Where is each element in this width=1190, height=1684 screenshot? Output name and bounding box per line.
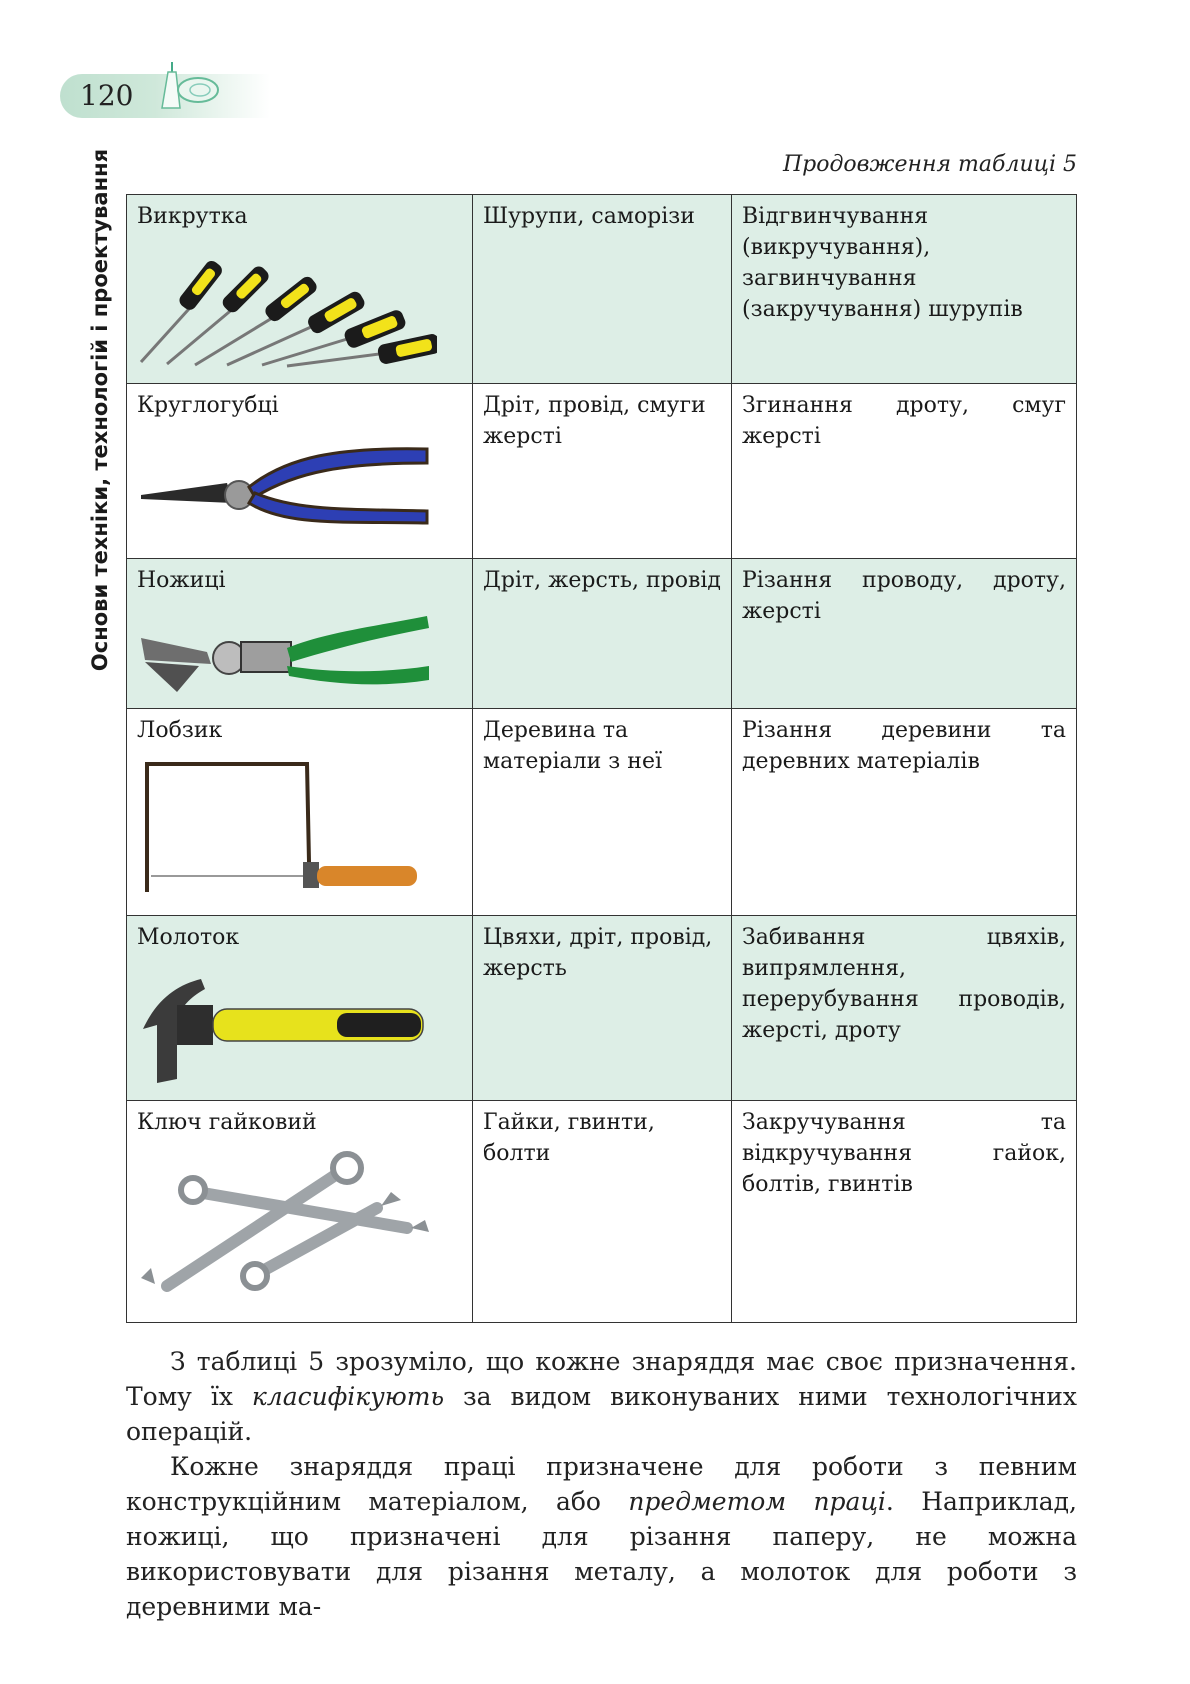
operation-cell: Різання проводу, дроту, жерсті xyxy=(732,559,1077,709)
table-row xyxy=(127,384,1077,559)
paragraph-text: З таблиці 5 зрозуміло, що кожне знаряддя має своє призначення. Тому їх xyxy=(126,1347,1077,1411)
emphasized-term: предметом праці xyxy=(628,1487,886,1516)
tool-name: Молоток xyxy=(137,925,240,950)
paragraph xyxy=(126,1449,1077,1624)
tool-name: Викрутка xyxy=(137,204,248,229)
round-pliers-image xyxy=(137,427,437,537)
operation-cell: Забивання цвяхів, випрямлення, перерубування проводів, жерсті, дроту xyxy=(732,916,1077,1101)
wrenches-image xyxy=(137,1144,437,1304)
tool-cell xyxy=(127,709,473,916)
emphasized-term: класифікують xyxy=(251,1382,445,1411)
material-cell: Деревина та матеріали з неї xyxy=(473,709,732,916)
tool-name: Ножиці xyxy=(137,568,226,593)
operation-cell: Різання деревини та деревних матеріалів xyxy=(732,709,1077,916)
tool-cell xyxy=(127,195,473,384)
body-text xyxy=(126,1344,1077,1624)
paragraph-text: Кожне знаряддя праці призначене для роботи з певним конструкційним матеріалом, або xyxy=(126,1452,1077,1516)
table-row xyxy=(127,195,1077,384)
material-cell: Цвяхи, дріт, провід, жерсть xyxy=(473,916,732,1101)
table-row xyxy=(127,559,1077,709)
tool-name: Круглогубці xyxy=(137,393,279,418)
material-cell: Гайки, гвинти, болти xyxy=(473,1101,732,1323)
paragraph-text: за видом виконуваних ними технологічних операцій. xyxy=(126,1382,1077,1446)
tool-cell xyxy=(127,1101,473,1323)
tool-name: Лобзик xyxy=(137,718,223,743)
compass-drawing-icon xyxy=(158,60,228,116)
table-row xyxy=(127,1101,1077,1323)
paragraph-text: . Наприклад, ножиці, що призначені для різання паперу, не можна використовувати для різання металу, а молоток для роботи з деревними ма- xyxy=(126,1487,1078,1621)
tool-cell xyxy=(127,916,473,1101)
table-row xyxy=(127,916,1077,1101)
page-number: 120 xyxy=(80,79,134,112)
material-cell: Дріт, провід, смуги жерсті xyxy=(473,384,732,559)
material-cell: Дріт, жерсть, провід xyxy=(473,559,732,709)
fretsaw-image xyxy=(137,752,437,902)
tools-table xyxy=(126,194,1077,1323)
table-row xyxy=(127,709,1077,916)
hammer-image xyxy=(137,959,437,1089)
material-cell: Шурупи, саморізи xyxy=(473,195,732,384)
tool-cell xyxy=(127,384,473,559)
screwdrivers-image xyxy=(137,238,437,368)
operation-cell: Відгвинчування (викручування), загвинчування (закручування) шурупів xyxy=(732,195,1077,384)
paragraph xyxy=(126,1344,1077,1449)
tool-cell xyxy=(127,559,473,709)
tool-name: Ключ гайковий xyxy=(137,1110,317,1135)
operation-cell: Закручування та відкручування гайок, болтів, гвинтів xyxy=(732,1101,1077,1323)
table-caption: Продовження таблиці 5 xyxy=(782,152,1077,177)
operation-cell: Згинання дроту, смуг жерсті xyxy=(732,384,1077,559)
tin-snips-image xyxy=(137,602,437,698)
section-side-title: Основи техніки, технологій і проектування xyxy=(88,148,112,672)
